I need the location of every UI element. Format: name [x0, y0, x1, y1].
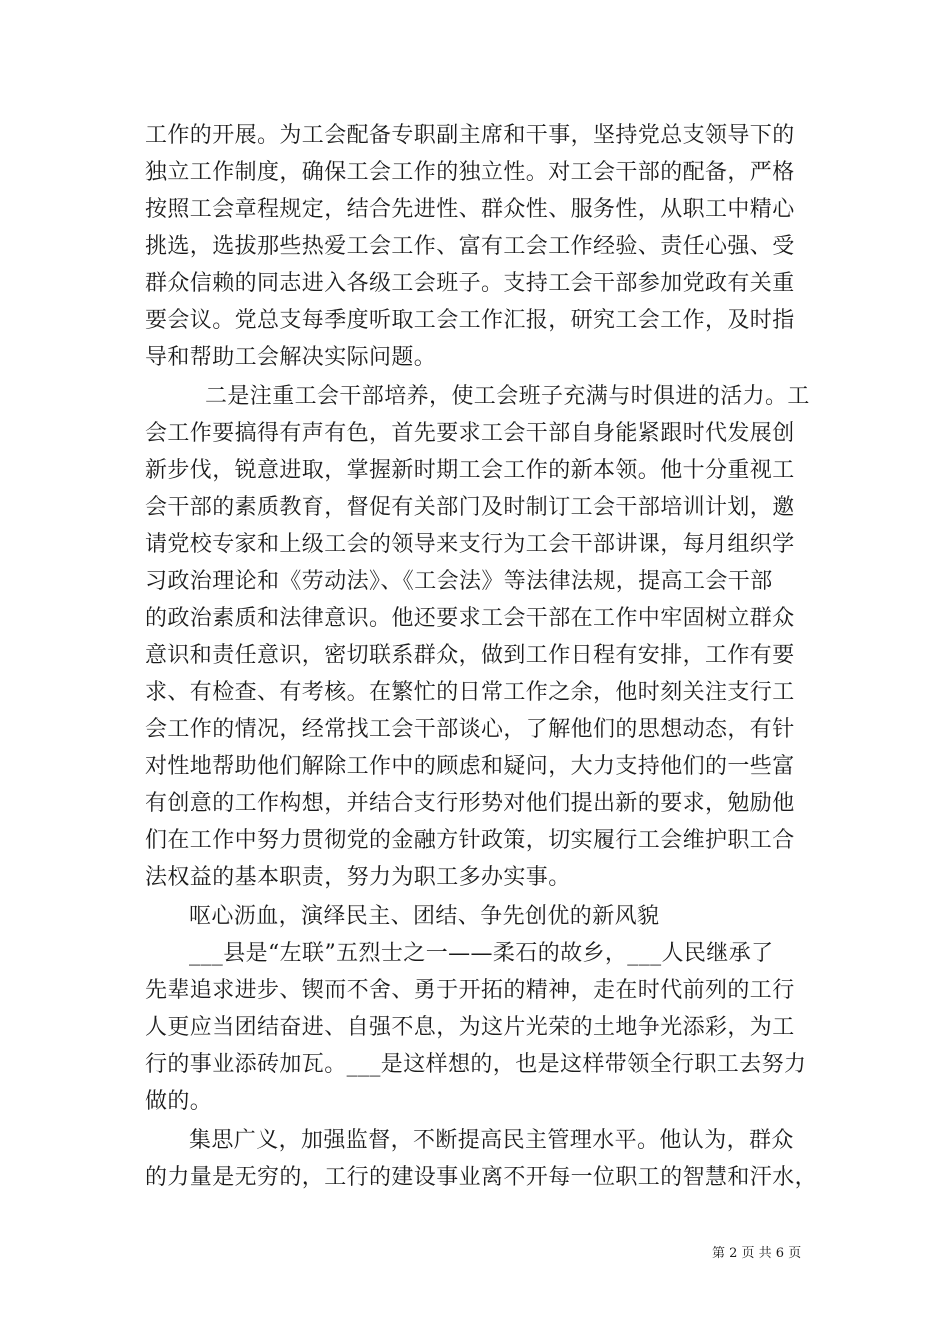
text-line: 先辈追求进步、锲而不舍、勇于开拓的精神，走在时代前列的工行: [145, 978, 795, 1003]
text-line: 挑选，选拔那些热爱工会工作、富有工会工作经验、责任心强、受: [145, 234, 795, 259]
text-line: 人更应当团结奋进、自强不息，为这片光荣的土地争光添彩，为工: [145, 1015, 795, 1040]
text-line: 导和帮助工会解决实际问题。: [145, 345, 437, 370]
text-line: 行的事业添砖加瓦。___是这样想的，也是这样带领全行职工去努力: [145, 1052, 807, 1077]
section-heading: 呕心沥血，演绎民主、团结、争先创优的新风貌: [189, 904, 660, 929]
text-line: 要会议。党总支每季度听取工会工作汇报，研究工会工作，及时指: [145, 308, 795, 333]
text-line: 会干部的素质教育，督促有关部门及时制订工会干部培训计划，邀: [145, 495, 795, 520]
text-line: 按照工会章程规定，结合先进性、群众性、服务性，从职工中精心: [145, 197, 795, 222]
text-line: 工作的开展。为工会配备专职副主席和干事，坚持党总支领导下的: [145, 123, 795, 148]
text-line: 请党校专家和上级工会的领导来支行为工会干部讲课，每月组织学: [145, 532, 795, 557]
text-line: 意识和责任意识，密切联系群众，做到工作日程有安排，工作有要: [145, 643, 795, 668]
text-line: 们在工作中努力贯彻党的金融方针政策，切实履行工会维护职工合: [145, 828, 795, 853]
text-line: 习政治理论和《劳动法》、《工会法》等法律法规，提高工会干部: [145, 569, 773, 594]
text-line: 的力量是无穷的，工行的建设事业离不开每一位职工的智慧和汗水，: [145, 1165, 818, 1190]
paragraph-first-line: 集思广义，加强监督，不断提高民主管理水平。他认为，群众: [189, 1128, 794, 1153]
paragraph-first-line: ___县是“左联”五烈士之一——柔石的故乡，___人民继承了: [189, 941, 774, 966]
page-number-footer: 第 2 页 共 6 页: [712, 1246, 802, 1261]
text-line: 法权益的基本职责，努力为职工多办实事。: [145, 865, 571, 890]
text-line: 会工作的情况，经常找工会干部谈心，了解他们的思想动态，有针: [145, 717, 795, 742]
text-line: 群众信赖的同志进入各级工会班子。支持工会干部参加党政有关重: [145, 271, 795, 296]
text-line: 做的。: [145, 1089, 213, 1114]
text-line: 对性地帮助他们解除工作中的顾虑和疑问，大力支持他们的一些富: [145, 754, 795, 779]
text-line: 新步伐，锐意进取，掌握新时期工会工作的新本领。他十分重视工: [145, 458, 795, 483]
text-line: 独立工作制度，确保工会工作的独立性。对工会干部的配备，严格: [145, 160, 795, 185]
text-line: 会工作要搞得有声有色，首先要求工会干部自身能紧跟时代发展创: [145, 421, 795, 446]
text-line: 有创意的工作构想，并结合支行形势对他们提出新的要求，勉励他: [145, 791, 795, 816]
text-line: 求、有检查、有考核。在繁忙的日常工作之余，他时刻关注支行工: [145, 680, 795, 705]
paragraph-first-line: 二是注重工会干部培养，使工会班子充满与时俱进的活力。工: [205, 384, 810, 409]
text-line: 的政治素质和法律意识。他还要求工会干部在工作中牢固树立群众: [145, 606, 795, 631]
